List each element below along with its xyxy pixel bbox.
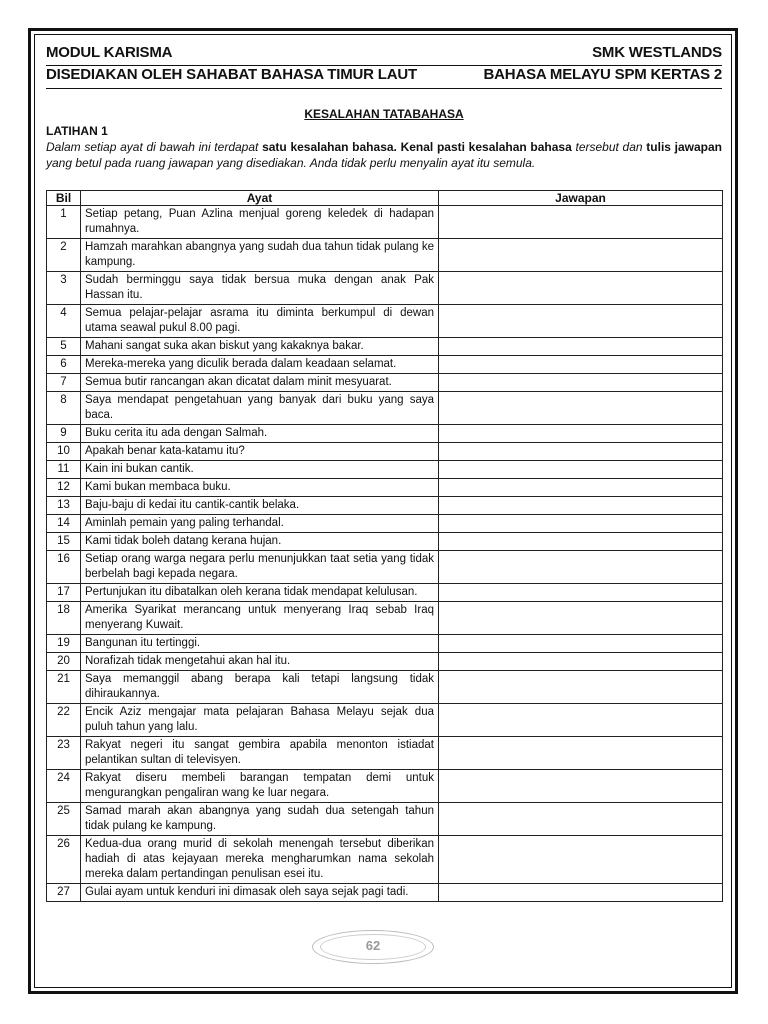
instructions-text-3: yang betul pada ruang jawapan yang disediakan. Anda tidak perlu menyalin ayat itu semula. — [46, 156, 536, 170]
table-row — [47, 356, 723, 374]
row-number: 27 — [47, 884, 81, 902]
row-sentence: Setiap orang warga negara perlu menunjukkan taat setia yang tidak berbelah bagi kepada negara. — [81, 551, 439, 584]
table-row — [47, 737, 723, 770]
answer-field[interactable] — [439, 479, 723, 497]
instructions-bold-1: satu kesalahan bahasa. Kenal pasti kesalahan bahasa — [262, 140, 572, 154]
row-number: 11 — [47, 461, 81, 479]
table-row — [47, 671, 723, 704]
row-sentence: Apakah benar kata-katamu itu? — [81, 443, 439, 461]
table-row — [47, 635, 723, 653]
table-row — [47, 515, 723, 533]
row-number: 13 — [47, 497, 81, 515]
answer-field[interactable] — [439, 836, 723, 884]
instructions-bold-2: tulis jawapan — [646, 140, 723, 154]
answer-field[interactable] — [439, 770, 723, 803]
header-divider-bottom — [46, 88, 722, 89]
table-row — [47, 884, 723, 902]
answer-field[interactable] — [439, 653, 723, 671]
table-row — [47, 338, 723, 356]
table-row — [47, 602, 723, 635]
answer-field[interactable] — [439, 392, 723, 425]
answer-field[interactable] — [439, 497, 723, 515]
answer-field[interactable] — [439, 602, 723, 635]
row-sentence: Rakyat negeri itu sangat gembira apabila menonton istiadat pelantikan sultan di televisyen. — [81, 737, 439, 770]
exercise-table — [46, 190, 723, 902]
table-row — [47, 443, 723, 461]
row-sentence: Semua butir rancangan akan dicatat dalam minit mesyuarat. — [81, 374, 439, 392]
answer-field[interactable] — [439, 356, 723, 374]
answer-field[interactable] — [439, 635, 723, 653]
table-row — [47, 533, 723, 551]
table-row — [47, 836, 723, 884]
row-sentence: Baju-baju di kedai itu cantik-cantik belaka. — [81, 497, 439, 515]
row-sentence: Semua pelajar-pelajar asrama itu diminta berkumpul di dewan utama seawal pukul 8.00 pagi. — [81, 305, 439, 338]
instructions-text-1: Dalam setiap ayat di bawah ini terdapat — [46, 140, 263, 154]
row-number: 18 — [47, 602, 81, 635]
row-sentence: Amerika Syarikat merancang untuk menyerang Iraq sebab Iraq menyerang Kuwait. — [81, 602, 439, 635]
answer-field[interactable] — [439, 551, 723, 584]
prepared-by: DISEDIAKAN OLEH SAHABAT BAHASA TIMUR LAUT — [46, 66, 417, 83]
table-row — [47, 653, 723, 671]
table-row — [47, 461, 723, 479]
row-sentence: Hamzah marahkan abangnya yang sudah dua tahun tidak pulang ke kampung. — [81, 239, 439, 272]
answer-field[interactable] — [439, 461, 723, 479]
header-row-top — [46, 43, 722, 62]
header-row-bottom — [46, 65, 722, 84]
table-row — [47, 392, 723, 425]
row-number: 15 — [47, 533, 81, 551]
table-row — [47, 551, 723, 584]
row-number: 10 — [47, 443, 81, 461]
row-number: 17 — [47, 584, 81, 602]
row-number: 1 — [47, 206, 81, 239]
answer-field[interactable] — [439, 737, 723, 770]
row-number: 14 — [47, 515, 81, 533]
row-number: 3 — [47, 272, 81, 305]
table-row — [47, 770, 723, 803]
table-row — [47, 497, 723, 515]
exercise-label: LATIHAN 1 — [46, 124, 108, 138]
answer-field[interactable] — [439, 803, 723, 836]
row-number: 5 — [47, 338, 81, 356]
table-row — [47, 584, 723, 602]
answer-field[interactable] — [439, 884, 723, 902]
instructions-text-2: tersebut dan — [571, 140, 647, 154]
row-sentence: Saya mendapat pengetahuan yang banyak dari buku yang saya baca. — [81, 392, 439, 425]
row-number: 19 — [47, 635, 81, 653]
row-number: 22 — [47, 704, 81, 737]
answer-field[interactable] — [439, 374, 723, 392]
row-number: 21 — [47, 671, 81, 704]
table-row — [47, 305, 723, 338]
row-sentence: Setiap petang, Puan Azlina menjual goreng keledek di hadapan rumahnya. — [81, 206, 439, 239]
header-divider-top — [46, 65, 722, 66]
row-number: 20 — [47, 653, 81, 671]
row-sentence: Saya memanggil abang berapa kali tetapi langsung tidak dihiraukannya. — [81, 671, 439, 704]
table-row — [47, 374, 723, 392]
table-body — [47, 206, 723, 902]
row-number: 16 — [47, 551, 81, 584]
row-number: 12 — [47, 479, 81, 497]
row-number: 2 — [47, 239, 81, 272]
row-sentence: Samad marah akan abangnya yang sudah dua setengah tahun tidak pulang ke kampung. — [81, 803, 439, 836]
row-number: 7 — [47, 374, 81, 392]
row-sentence: Bangunan itu tertinggi. — [81, 635, 439, 653]
row-sentence: Pertunjukan itu dibatalkan oleh kerana tidak mendapat kelulusan. — [81, 584, 439, 602]
row-number: 4 — [47, 305, 81, 338]
table-row — [47, 425, 723, 443]
row-sentence: Gulai ayam untuk kenduri ini dimasak oleh saya sejak pagi tadi. — [81, 884, 439, 902]
table-row — [47, 206, 723, 239]
column-header-answer: Jawapan — [439, 191, 723, 206]
row-sentence: Mereka-mereka yang diculik berada dalam keadaan selamat. — [81, 356, 439, 374]
table-row — [47, 479, 723, 497]
row-sentence: Kami bukan membaca buku. — [81, 479, 439, 497]
row-sentence: Norafizah tidak mengetahui akan hal itu. — [81, 653, 439, 671]
answer-field[interactable] — [439, 206, 723, 239]
exercise-instructions — [46, 139, 722, 171]
row-sentence: Kami tidak boleh datang kerana hujan. — [81, 533, 439, 551]
table-row — [47, 803, 723, 836]
paper-name: BAHASA MELAYU SPM KERTAS 2 — [483, 66, 722, 83]
row-sentence: Encik Aziz mengajar mata pelajaran Bahasa Melayu sejak dua puluh tahun yang lalu. — [81, 704, 439, 737]
module-title: MODUL KARISMA — [46, 44, 173, 61]
answer-field[interactable] — [439, 272, 723, 305]
answer-field[interactable] — [439, 671, 723, 704]
row-sentence: Kain ini bukan cantik. — [81, 461, 439, 479]
row-sentence: Sudah berminggu saya tidak bersua muka dengan anak Pak Hassan itu. — [81, 272, 439, 305]
column-header-number: Bil — [47, 191, 81, 206]
answer-field[interactable] — [439, 338, 723, 356]
row-sentence: Rakyat diseru membeli barangan tempatan demi untuk mengurangkan pengaliran wang ke luar negara. — [81, 770, 439, 803]
row-sentence: Mahani sangat suka akan biskut yang kakaknya bakar. — [81, 338, 439, 356]
answer-field[interactable] — [439, 305, 723, 338]
answer-field[interactable] — [439, 704, 723, 737]
answer-field[interactable] — [439, 584, 723, 602]
section-title: KESALAHAN TATABAHASA — [304, 107, 464, 121]
answer-field[interactable] — [439, 443, 723, 461]
page-header — [46, 43, 722, 84]
table-row — [47, 272, 723, 305]
answer-field[interactable] — [439, 515, 723, 533]
row-number: 9 — [47, 425, 81, 443]
answer-field[interactable] — [439, 425, 723, 443]
answer-field[interactable] — [439, 239, 723, 272]
table-row — [47, 239, 723, 272]
school-name: SMK WESTLANDS — [592, 44, 722, 61]
row-number: 8 — [47, 392, 81, 425]
row-number: 26 — [47, 836, 81, 884]
table-header-row — [47, 191, 723, 206]
row-sentence: Buku cerita itu ada dengan Salmah. — [81, 425, 439, 443]
row-number: 25 — [47, 803, 81, 836]
column-header-sentence: Ayat — [81, 191, 439, 206]
row-number: 24 — [47, 770, 81, 803]
table-row — [47, 704, 723, 737]
row-sentence: Kedua-dua orang murid di sekolah menengah tersebut diberikan hadiah di atas kejayaan mereka mengharumkan nama sekolah mereka dalam pertandingan penulisan esei itu. — [81, 836, 439, 884]
row-number: 23 — [47, 737, 81, 770]
page-number: 62 — [365, 938, 381, 953]
row-number: 6 — [47, 356, 81, 374]
row-sentence: Aminlah pemain yang paling terhandal. — [81, 515, 439, 533]
answer-field[interactable] — [439, 533, 723, 551]
